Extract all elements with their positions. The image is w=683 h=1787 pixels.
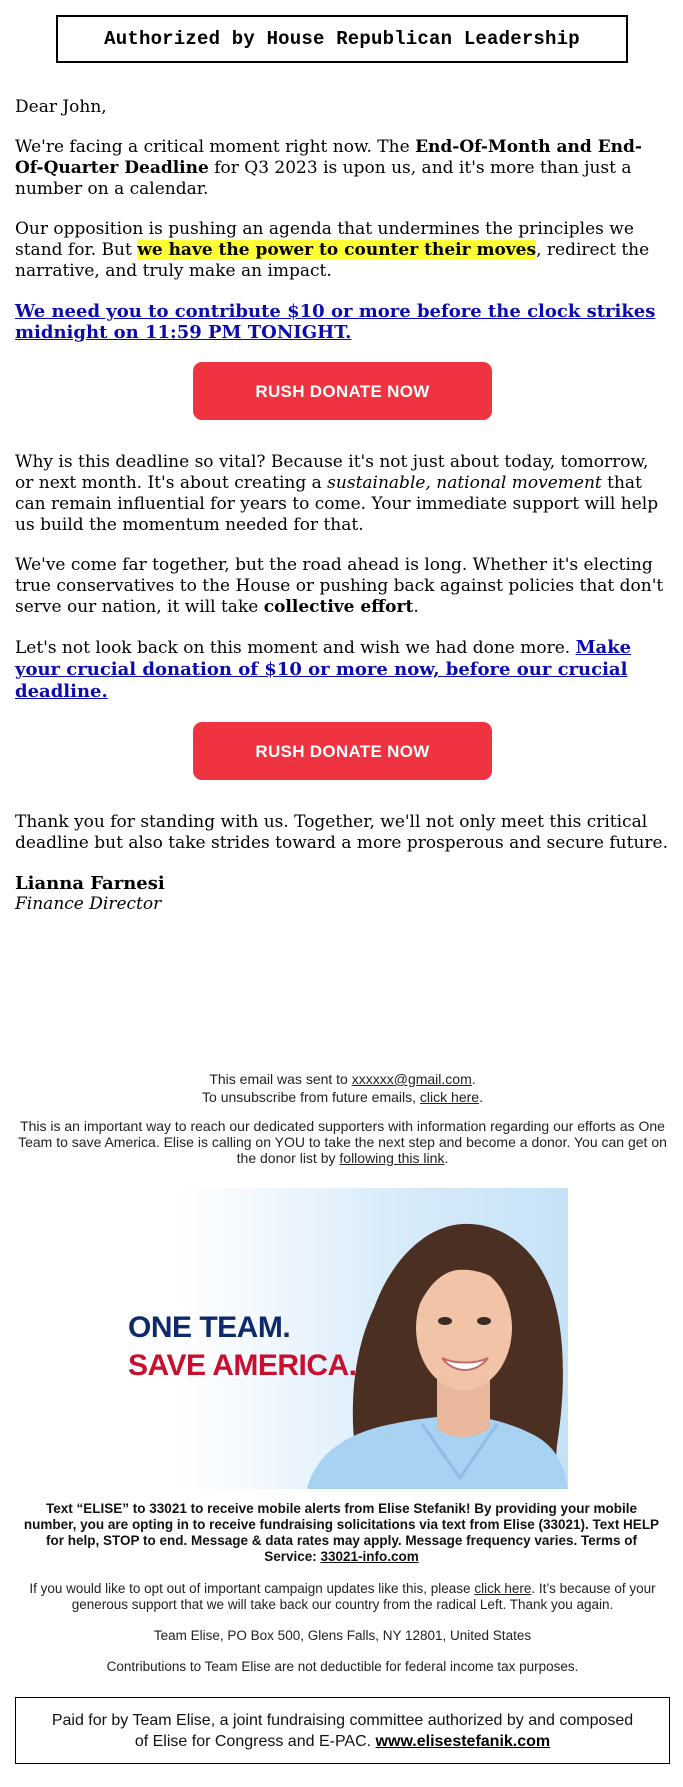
paragraph-look-back: Let's not look back on this moment and wish we had done more. Make your crucial donation of $10 or more now, before our crucial deadline. [15, 637, 632, 702]
promo-line-one-team: ONE TEAM. [128, 1311, 291, 1344]
donor-list-link[interactable]: following this link [339, 1150, 445, 1166]
sent-to-line: This email was sent to xxxxxx@gmail.com. [209, 1071, 476, 1087]
email-address-link[interactable]: xxxxxx@gmail.com [351, 1071, 472, 1087]
signature-title: Finance Director [15, 894, 162, 914]
terms-of-service-link[interactable]: 33021-info.com [320, 1549, 419, 1564]
website-link[interactable]: www.elisestefanik.com [375, 1732, 551, 1750]
opt-out-notice: If you would like to opt out of important campaign updates like this, please click here. It’s because of your generous support that we will take back our country from the radical Left. Thank you again. [29, 1581, 656, 1612]
opt-out-link[interactable]: click here [474, 1581, 532, 1596]
highlighted-text: we have the power to counter their moves [137, 240, 537, 260]
unsubscribe-line: To unsubscribe from future emails, click here. [202, 1089, 483, 1105]
paragraph-thank-you: Thank you for standing with us. Together, we'll not only meet this critical deadline but also take strides toward a more prosperous and secure future. [15, 812, 668, 853]
contribute-link[interactable]: We need you to contribute $10 or more before the clock strikes midnight on 11:59 PM TONIGHT. [15, 301, 656, 343]
sms-disclaimer: Text “ELISE” to 33021 to receive mobile alerts from Elise Stefanik! By providing your mobile number, you are opting in to receive fundraising solicitations via text from Elise (33021). Text HELP for help, STOP to end. Message & data rates may apply. Message frequency varies. Terms of Service: 33021-info.com [23, 1501, 660, 1564]
paragraph-why-vital: Why is this deadline so vital? Because it's not just about today, tomorrow, or next month. It's about creating a sustainable, national movement that can remain influential for years to come. Your immediate support will help us build the momentum needed for that. [15, 452, 659, 535]
letter-body [15, 97, 670, 915]
paragraph-opposition: Our opposition is pushing an agenda that undermines the principles we stand for. But we have the power to counter their moves, redirect the narrative, and truly make an impact. [15, 219, 650, 281]
authorization-text: Authorized by House Republican Leadership [104, 28, 580, 50]
signature-name: Lianna Farnesi [15, 873, 165, 894]
tax-notice: Contributions to Team Elise are not deductible for federal income tax purposes. [106, 1659, 579, 1674]
donation-link[interactable]: Make your crucial donation of $10 or more now, before our crucial deadline. [15, 637, 632, 702]
donor-info: This is an important way to reach our dedicated supporters with information regarding our efforts as One Team to save America. Elise is calling on YOU to take the next step and become a donor. You can get on the donor list by following this link. [18, 1118, 667, 1166]
unsubscribe-link[interactable]: click here [419, 1089, 480, 1105]
greeting: Dear John, [15, 97, 107, 117]
email-footer [15, 1071, 670, 1166]
promo-line-save-america: SAVE AMERICA. [128, 1349, 357, 1382]
paragraph-deadline: We're facing a critical moment right now. The End-Of-Month and End-Of-Quarter Deadline for Q3 2023 is upon us, and it's more than just a number on a calendar. [15, 137, 642, 199]
mailing-address: Team Elise, PO Box 500, Glens Falls, NY 12801, United States [153, 1628, 532, 1643]
authorization-banner [56, 15, 628, 63]
paid-for-disclaimer: Paid for by Team Elise, a joint fundraising committee authorized by and composed of Elise for Congress and E-PAC. www.elisestefanik.com [15, 1697, 670, 1764]
rush-donate-button-1[interactable]: RUSH DONATE NOW [193, 362, 492, 420]
promo-banner[interactable] [112, 1188, 568, 1489]
rush-donate-button-2[interactable]: RUSH DONATE NOW [193, 722, 492, 780]
paragraph-road-ahead: We've come far together, but the road ahead is long. Whether it's electing true conservatives to the House or pushing back against policies that don't serve our nation, it will take collective effort. [15, 555, 664, 617]
